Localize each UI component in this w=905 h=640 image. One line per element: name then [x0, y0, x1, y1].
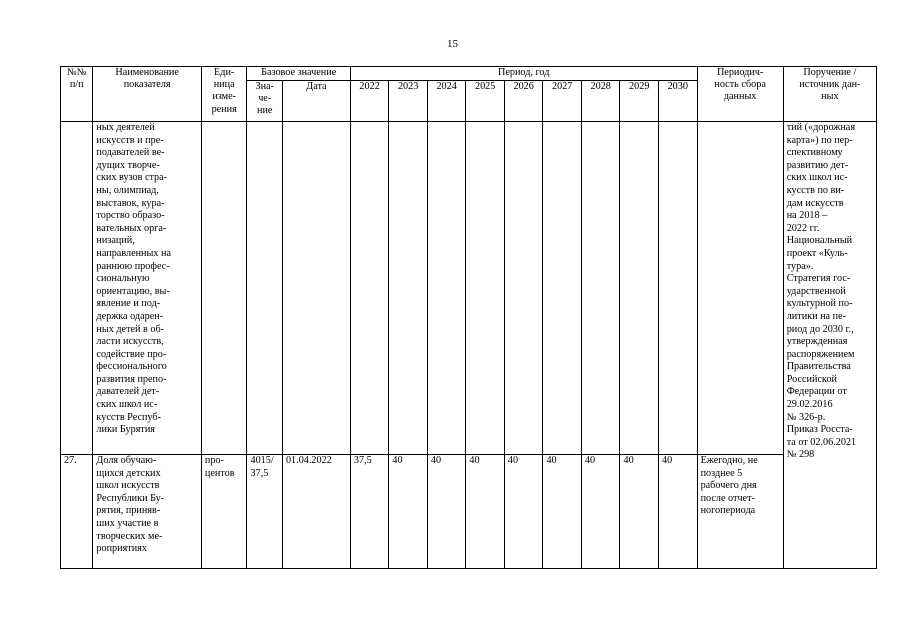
- table-row-continuation: [61, 122, 877, 455]
- text-line: Федерации от: [786, 386, 847, 398]
- text-line: ных: [821, 91, 839, 103]
- text-line: культурной по-: [786, 298, 853, 310]
- cell-unit: [201, 455, 247, 569]
- text-line: Правительства: [786, 361, 851, 373]
- text-line: после отчет-: [700, 492, 755, 504]
- text-line: Приказ Росста-: [786, 424, 853, 436]
- cell-year-value: 40: [466, 455, 505, 569]
- text-line: ских школ ис-: [786, 172, 848, 184]
- text-line: данных: [723, 91, 757, 103]
- text-line: 2022 гг.: [786, 222, 820, 234]
- text-line: рения: [211, 103, 237, 115]
- cell-year: [427, 122, 466, 455]
- header-year: 2024: [427, 81, 466, 122]
- text-line: щихся детских: [96, 467, 161, 479]
- cell-base-value: [247, 122, 282, 455]
- cell-unit: [201, 122, 247, 455]
- text-line: 29.02.2016: [786, 399, 833, 411]
- header-year: 2026: [504, 81, 543, 122]
- cell-year-value: 40: [504, 455, 543, 569]
- text-line: карта») по пер-: [786, 134, 853, 146]
- header-year: 2030: [658, 81, 697, 122]
- text-line: ласти искусств,: [96, 336, 164, 348]
- text-line: тура».: [786, 260, 814, 272]
- cell-year: [658, 122, 697, 455]
- cell-base-value: [247, 455, 282, 569]
- cell-year-value: 40: [389, 455, 428, 569]
- header-year: 2028: [581, 81, 620, 122]
- text-line: п/п: [69, 79, 84, 91]
- text-line: Поручение /: [803, 67, 857, 78]
- text-line: давателей дет-: [96, 386, 160, 398]
- cell-year: [543, 122, 582, 455]
- cell-year: [350, 122, 389, 455]
- text-line: № 326-р.: [786, 411, 826, 423]
- text-line: дущих творче-: [96, 159, 160, 171]
- text-line: развитию дет-: [786, 159, 849, 171]
- text-line: рабочего дня: [700, 480, 757, 492]
- text-line: ние: [257, 105, 273, 117]
- text-line: школ искусств: [96, 480, 160, 492]
- text-line: та от 02.06.2021: [786, 436, 857, 448]
- text-line: подавателей ве-: [96, 147, 165, 159]
- header-year: 2022: [350, 81, 389, 122]
- text-line: показателя: [123, 79, 171, 91]
- text-line: Периодич-: [716, 67, 764, 78]
- cell-year-value: 40: [658, 455, 697, 569]
- text-line: Национальный: [786, 235, 853, 247]
- text-line: ших участие в: [96, 517, 159, 529]
- text-line: че-: [258, 93, 272, 105]
- cell-year: [620, 122, 659, 455]
- text-line: держка одарен-: [96, 310, 164, 322]
- cell-year-value: 40: [581, 455, 620, 569]
- cell-year: [466, 122, 505, 455]
- cell-year-value: 40: [543, 455, 582, 569]
- text-line: ны, олимпиад,: [96, 184, 159, 196]
- text-line: центов: [204, 467, 235, 479]
- text-line: Еди-: [214, 67, 235, 78]
- header-year: 2023: [389, 81, 428, 122]
- text-line: ских школ ис-: [96, 399, 158, 411]
- text-line: торство образо-: [96, 210, 165, 222]
- header-year: 2029: [620, 81, 659, 122]
- header-source: [783, 67, 876, 122]
- text-line: тий («дорожная: [786, 122, 856, 133]
- table-header-row: [61, 67, 877, 81]
- text-line: ориентацию, вы-: [96, 285, 170, 297]
- text-line: ность сбора: [714, 79, 766, 91]
- cell-source: [783, 122, 876, 569]
- text-line: 4015/: [250, 455, 274, 466]
- text-line: про-: [204, 455, 224, 466]
- text-line: роприятиях: [96, 543, 147, 555]
- text-line: ных деятелей: [96, 122, 155, 133]
- text-line: источник дан-: [799, 79, 861, 91]
- header-name: [93, 67, 201, 122]
- cell-num: [61, 122, 93, 455]
- text-line: утвержденная: [786, 336, 848, 348]
- cell-base-date: [282, 122, 350, 455]
- text-line: низаций,: [96, 235, 135, 247]
- text-line: Ежегодно, не: [700, 455, 758, 466]
- text-line: Зна-: [255, 81, 274, 92]
- text-line: кусств по ви-: [786, 184, 845, 196]
- text-line: спективному: [786, 147, 843, 159]
- text-line: литики на пе-: [786, 310, 846, 322]
- text-line: проект «Куль-: [786, 247, 848, 259]
- header-year: 2025: [466, 81, 505, 122]
- text-line: ных детей в об-: [96, 323, 165, 335]
- text-line: позднее 5: [700, 467, 743, 479]
- text-line: раннюю профес-: [96, 260, 170, 272]
- text-line: рятия, приняв-: [96, 505, 161, 517]
- text-line: ногопериода: [700, 505, 756, 517]
- text-line: №№: [66, 67, 87, 78]
- indicators-table: [60, 66, 877, 569]
- cell-year-value: 37,5: [350, 455, 389, 569]
- text-line: Доля обучаю-: [96, 455, 157, 466]
- header-base-date: Дата: [282, 81, 350, 122]
- text-line: лики Бурятия: [96, 424, 155, 436]
- text-line: на 2018 –: [786, 210, 828, 222]
- text-line: 37,5: [250, 467, 269, 479]
- text-line: изме-: [212, 91, 237, 103]
- table-row-27: [61, 455, 877, 569]
- text-line: распоряжением: [786, 348, 855, 360]
- text-line: риод до 2030 г.,: [786, 323, 854, 335]
- text-line: сиональную: [96, 273, 150, 285]
- cell-year: [581, 122, 620, 455]
- text-line: выставок, кура-: [96, 197, 165, 209]
- text-line: Российской: [786, 373, 837, 385]
- text-line: творческих ме-: [96, 530, 163, 542]
- text-line: ударственной: [786, 285, 846, 297]
- header-num: [61, 67, 93, 122]
- text-line: Наименование: [115, 67, 179, 78]
- cell-year: [389, 122, 428, 455]
- cell-frequency: [697, 455, 783, 569]
- page-number: 15: [447, 38, 458, 50]
- header-unit: [201, 67, 247, 122]
- header-period-group: Период, год: [350, 67, 697, 81]
- text-line: вательных орга-: [96, 222, 167, 234]
- header-base-group: Базовое значение: [247, 67, 350, 81]
- text-line: дам искусств: [786, 197, 844, 209]
- text-line: содействие про-: [96, 348, 167, 360]
- cell-num: 27.: [61, 455, 93, 569]
- text-line: ница: [213, 79, 235, 91]
- text-line: развития препо-: [96, 373, 167, 385]
- cell-year-value: 40: [427, 455, 466, 569]
- text-line: Стратегия гос-: [786, 273, 851, 285]
- cell-base-date: 01.04.2022: [282, 455, 350, 569]
- cell-frequency: [697, 122, 783, 455]
- header-year: 2027: [543, 81, 582, 122]
- cell-year: [504, 122, 543, 455]
- text-line: ских вузов стра-: [96, 172, 168, 184]
- cell-name: [93, 122, 201, 455]
- header-frequency: [697, 67, 783, 122]
- text-line: искусств и пре-: [96, 134, 164, 146]
- text-line: кусств Респуб-: [96, 411, 161, 423]
- text-line: Республики Бу-: [96, 492, 165, 504]
- text-line: фессионального: [96, 361, 167, 373]
- text-line: № 298: [786, 449, 815, 461]
- cell-name: [93, 455, 201, 569]
- header-base-value: [247, 81, 282, 122]
- cell-year-value: 40: [620, 455, 659, 569]
- text-line: направленных на: [96, 247, 171, 259]
- text-line: явление и под-: [96, 298, 161, 310]
